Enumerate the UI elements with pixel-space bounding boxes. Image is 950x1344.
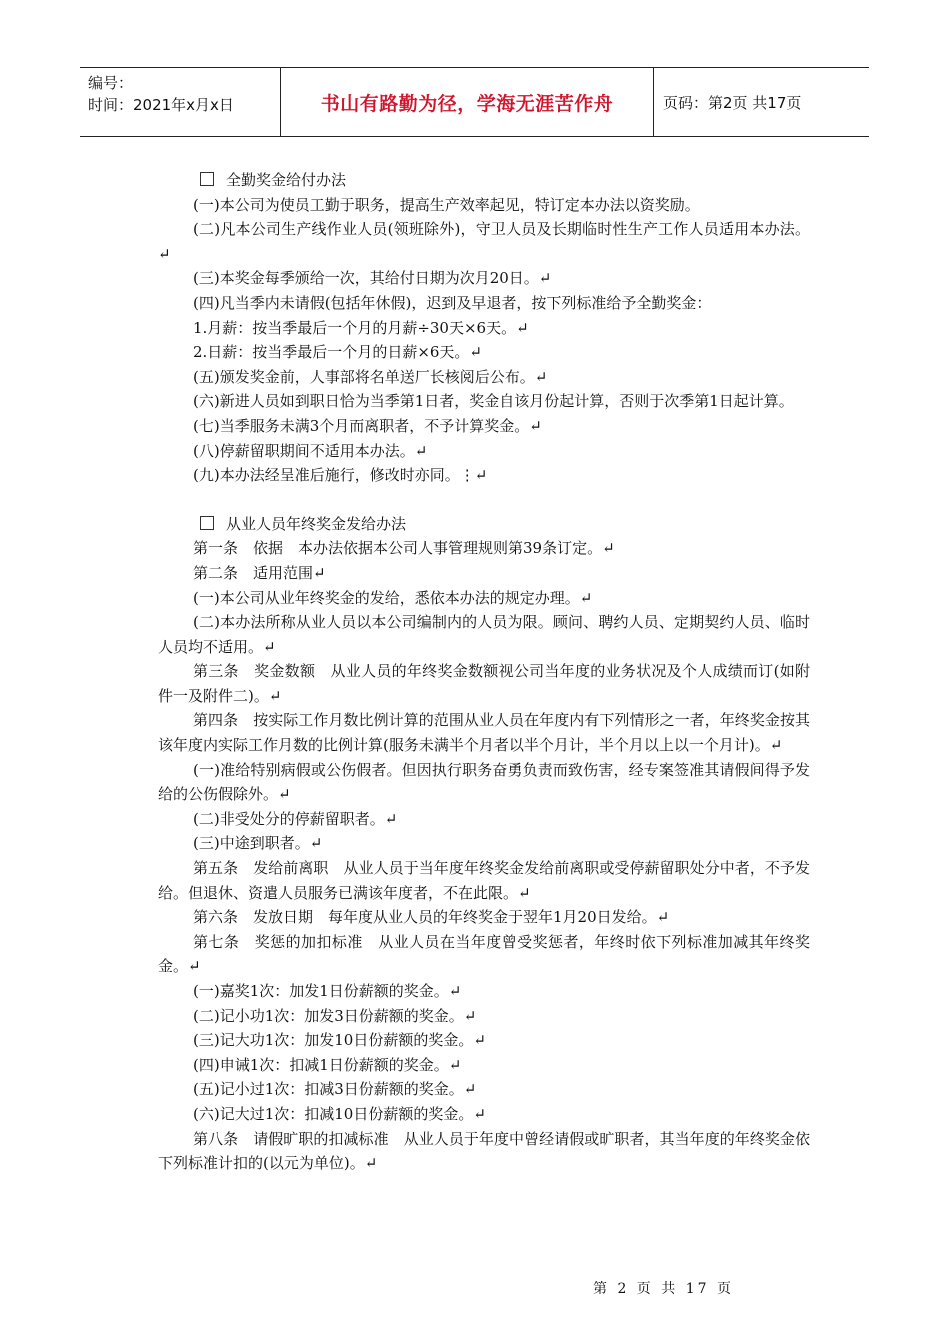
section1-title: 全勤奖金给付办法 (226, 171, 347, 189)
paragraph: 第二条 适用范围↵ (193, 563, 326, 582)
paragraph: 第一条 依据 本办法依据本公司人事管理规则第39条订定。↵ (193, 539, 615, 558)
paragraph: 第七条 奖惩的加扣标准 从业人员在当年度曾受奖惩者，年终时依下列标准加减其年终奖金。↵ (158, 932, 810, 976)
paragraph: 2.日薪：按当季最后一个月的日薪×6天。↵ (193, 343, 482, 362)
paragraph: 第三条 奖金数额 从业人员的年终奖金数额视公司当年度的业务状况及个人成绩而订(如附件一及附件二)。↵ (158, 662, 810, 705)
section-gap (158, 488, 810, 512)
paragraph: (二)本办法所称从业人员以本公司编制内的人员为限。顾问、聘约人员、定期契约人员、临时人员均不适用。↵ (158, 613, 810, 656)
paragraph: (二)非受处分的停薪留职者。↵ (193, 809, 398, 828)
section2-body (158, 536, 810, 1175)
paragraph: (一)本公司从业年终奖金的发给，悉依本办法的规定办理。↵ (193, 588, 593, 607)
date-label: 时间：2021年x月x日 (88, 96, 234, 114)
checkbox-icon (200, 172, 214, 186)
paragraph: (九)本办法经呈准后施行，修改时亦同。⋮↵ (193, 466, 488, 485)
paragraph: 第五条 发给前离职 从业人员于当年度年终奖金发给前离职或受停薪留职处分中者，不予发给。但退休、资遣人员服务已满该年度者，不在此限。↵ (158, 859, 810, 902)
paragraph: (八)停薪留职期间不适用本办法。↵ (193, 441, 428, 460)
checkbox-icon (200, 516, 214, 530)
section1-heading (158, 168, 810, 193)
paragraph: (三)记大功1次：加发10日份薪额的奖金。↵ (193, 1031, 486, 1050)
paragraph: (二)凡本公司生产线作业人员(领班除外)，守卫人员及长期临时性生产工作人员适用本办法。↵ (158, 220, 810, 263)
paragraph: (七)当季服务未满3个月而离职者，不予计算奖金。↵ (193, 416, 542, 435)
paragraph: (二)记小功1次：加发3日份薪额的奖金。↵ (193, 1006, 477, 1025)
paragraph: (六)记大过1次：扣减10日份薪额的奖金。↵ (193, 1104, 486, 1123)
section2-title: 从业人员年终奖金发给办法 (226, 514, 407, 533)
section1-body (158, 193, 810, 488)
paragraph: 第八条 请假旷职的扣减标准 从业人员于年度中曾经请假或旷职者，其当年度的年终奖金依下列标准计扣的(以元为单位)。↵ (158, 1129, 810, 1173)
header-motto: 书山有路勤为径，学海无涯苦作舟 (281, 68, 654, 136)
section2-heading (158, 512, 810, 537)
header-meta (80, 68, 281, 136)
serial-label: 编号： (88, 74, 134, 92)
paragraph: (三)中途到职者。↵ (193, 834, 323, 853)
paragraph: (一)嘉奖1次：加发1日份薪额的奖金。↵ (193, 982, 462, 1000)
paragraph: (四)凡当季内未请假(包括年休假)，迟到及早退者，按下列标准给予全勤奖金： (193, 293, 712, 312)
paragraph: (三)本奖金每季颁给一次，其给付日期为次月20日。↵ (193, 269, 552, 288)
paragraph: (一)本公司为使员工勤于职务，提高生产效率起见，特订定本办法以资奖励。 (193, 195, 700, 214)
page-header (80, 67, 869, 137)
paragraph: (五)记小过1次：扣减3日份薪额的奖金。↵ (193, 1080, 477, 1099)
header-page-info: 页码：第2页 共17页 (663, 93, 802, 112)
paragraph: (四)申诫1次：扣减1日份薪额的奖金。↵ (193, 1055, 462, 1074)
paragraph: 第六条 发放日期 每年度从业人员的年终奖金于翌年1月20日发给。↵ (193, 908, 670, 927)
paragraph: (五)颁发奖金前，人事部将名单送厂长核阅后公布。↵ (193, 367, 548, 386)
page-footer: 第 2 页 共 17 页 (593, 1281, 734, 1297)
paragraph: 第四条 按实际工作月数比例计算的范围从业人员在年度内有下列情形之一者，年终奖金按其该年度内实际工作月数的比例计算(服务未满半个月者以半个月计，半个月以上以一个月计)。↵ (158, 711, 810, 755)
paragraph: (一)准给特别病假或公伤假者。但因执行职务奋勇负责而致伤害，经专案签准其请假间得予发给的公伤假除外。↵ (158, 760, 810, 804)
paragraph: (六)新进人员如到职日恰为当季第1日者，奖金自该月份起计算，否则于次季第1日起计算。 (193, 392, 794, 411)
document-body (158, 168, 810, 1176)
paragraph: 1.月薪：按当季最后一个月的月薪÷30天×6天。↵ (193, 318, 529, 337)
